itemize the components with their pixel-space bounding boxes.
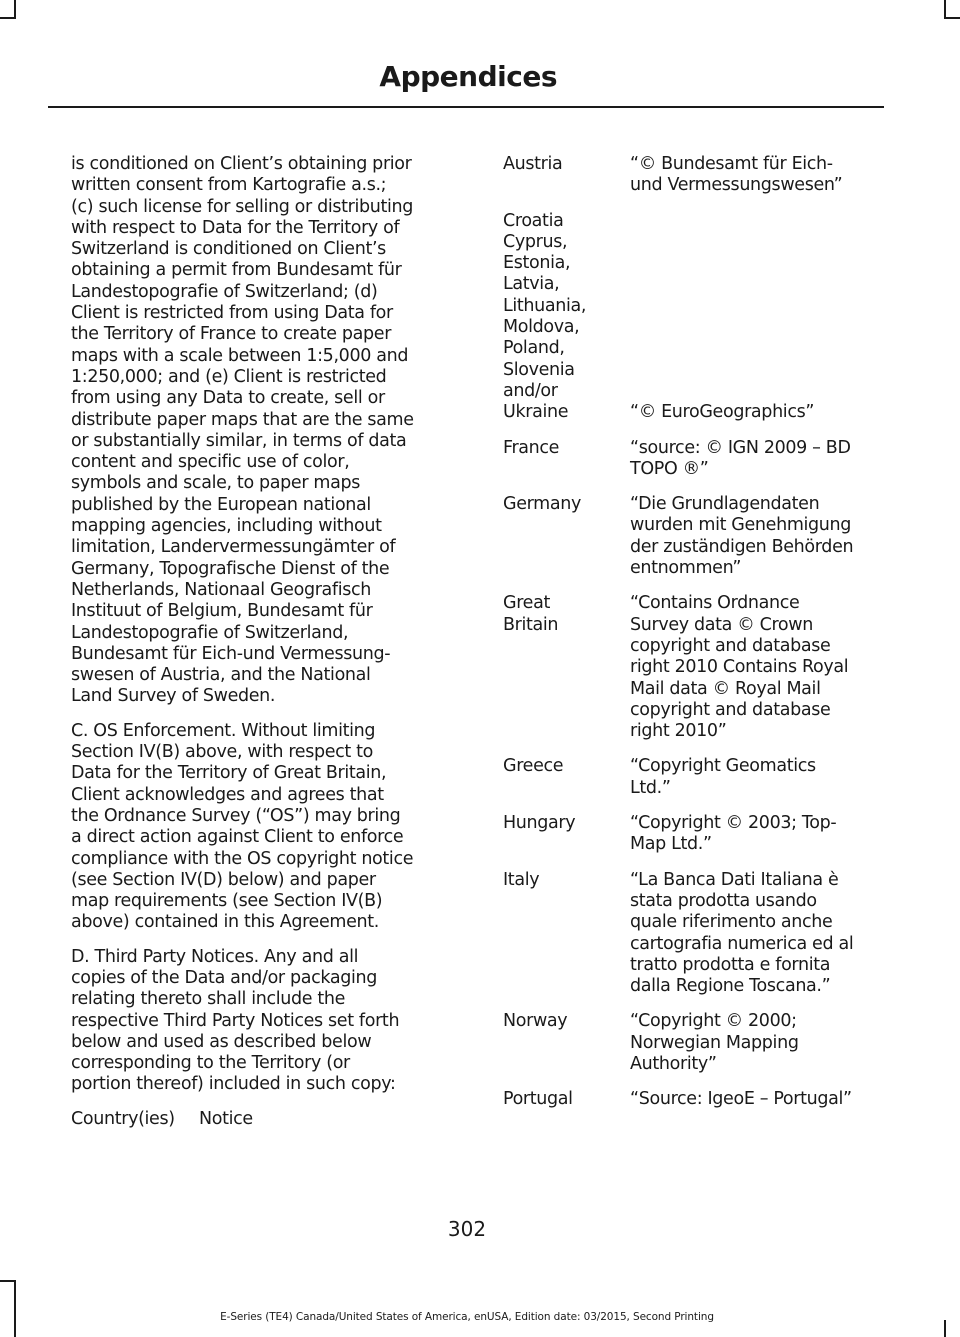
notice-cell: “La Banca Dati Italiana è stata prodotta usando quale riferimento anche cartografia numerica ed al tratto prodotta e fornita dalla Regione Toscana.” bbox=[630, 869, 854, 997]
table-row bbox=[503, 813, 883, 856]
table-row bbox=[503, 494, 883, 579]
notice-cell: “Copyright © 2003; Top- Map Ltd.” bbox=[630, 813, 837, 855]
crop-mark-top-left-h bbox=[0, 17, 16, 19]
country-cell: Great Britain bbox=[503, 593, 559, 635]
crop-mark-bottom-right-v bbox=[944, 1320, 946, 1337]
edition-footer: E-Series (TE4) Canada/United States of America, enUSA, Edition date: 03/2015, Second Printing bbox=[220, 1311, 714, 1323]
country-cell: Portugal bbox=[503, 1089, 573, 1110]
crop-mark-bottom-left-h bbox=[0, 1280, 16, 1282]
page-number: 302 bbox=[447, 1217, 487, 1241]
country-cell: Italy bbox=[503, 869, 540, 890]
crop-mark-bottom-left-v bbox=[14, 1280, 16, 1337]
notice-cell: “© EuroGeographics” bbox=[630, 402, 815, 423]
crop-mark-top-right-v bbox=[944, 0, 946, 18]
table-row bbox=[503, 438, 883, 481]
notice-cell: “source: © IGN 2009 – BD TOPO ®” bbox=[630, 437, 851, 479]
notices-table bbox=[503, 154, 883, 1125]
country-cell: Norway bbox=[503, 1011, 568, 1032]
country-cell: Croatia Cyprus, Estonia, Latvia, Lithuania, Moldova, Poland, Slovenia and/or Ukraine bbox=[503, 210, 587, 423]
page-header-title: Appendices bbox=[379, 60, 557, 93]
table-row bbox=[503, 870, 883, 998]
country-cell: Hungary bbox=[503, 813, 576, 834]
notice-cell: “Contains Ordnance Survey data © Crown copyright and database right 2010 Contains Royal Mail data © Royal Mail copyright and database right 2010” bbox=[630, 593, 849, 742]
country-cell: Greece bbox=[503, 756, 564, 777]
column-header-country: Country(ies) bbox=[71, 1108, 175, 1129]
table-row bbox=[503, 1089, 883, 1110]
column-header-notice: Notice bbox=[199, 1108, 253, 1129]
crop-mark-top-right-h bbox=[944, 17, 960, 19]
table-row bbox=[503, 1011, 883, 1075]
country-cell: Austria bbox=[503, 154, 563, 174]
table-row bbox=[503, 593, 883, 742]
crop-mark-top-left-v bbox=[14, 0, 16, 18]
table-row bbox=[503, 756, 883, 799]
country-cell: Germany bbox=[503, 494, 581, 515]
table-row bbox=[503, 154, 883, 197]
country-cell: France bbox=[503, 437, 560, 458]
header-divider bbox=[48, 106, 884, 108]
notice-cell: “© Bundesamt für Eich- und Vermessungswesen” bbox=[630, 154, 843, 196]
body-paragraph-os-enforcement: C. OS Enforcement. Without limiting Section IV(B) above, with respect to Data for the Territory of Great Britain, Client acknowledges and agrees that the Ordnance Survey (“OS”) may bring a direct action against Client to enforce compliance with the OS copyright notice (see Section IV(D) below) and paper map requirements (see Section IV(B) above) contained in this Agreement. bbox=[71, 720, 414, 933]
notice-cell: “Copyright © 2000; Norwegian Mapping Authority” bbox=[630, 1011, 799, 1074]
notice-cell: “Die Grundlagendaten wurden mit Genehmigung der zuständigen Behörden entnommen” bbox=[630, 494, 854, 579]
notices-table-header bbox=[71, 1109, 443, 1130]
table-row bbox=[503, 211, 883, 424]
notice-cell: “Copyright Geomatics Ltd.” bbox=[630, 756, 816, 798]
body-paragraph-third-party-notices: D. Third Party Notices. Any and all copies of the Data and/or packaging relating thereto shall include the respective Third Party Notices set forth below and used as described below corresponding to the Territory (or portion thereof) included in such copy: bbox=[71, 946, 400, 1095]
left-column bbox=[71, 154, 443, 1130]
notice-cell: “Source: IgeoE – Portugal” bbox=[630, 1089, 852, 1110]
body-paragraph-1: is conditioned on Client’s obtaining prior written consent from Kartografie a.s.; (c) such license for selling or distributing with respect to Data for the Territory of Switzerland is conditioned on Client’s obtaining a permit from Bundesamt für Landestopografie of Switzerland; (d) Client is restricted from using Data for the Territory of France to create paper maps with a scale between 1:5,000 and 1:250,000; and (e) Client is restricted from using any Data to create, sell or distribute paper maps that are the same or substantially similar, in terms of data content and specific use of color, symbols and scale, to paper maps published by the European national mapping agencies, including without limitation, Landervermessungämter of Germany, Topografische Dienst of the Netherlands, Nationaal Geografisch Instituut of Belgium, Bundesamt für Landestopografie of Switzerland, Bundesamt für Eich-und Vermessung- swesen of Austria, and the National Land Survey of Sweden. bbox=[71, 154, 414, 707]
